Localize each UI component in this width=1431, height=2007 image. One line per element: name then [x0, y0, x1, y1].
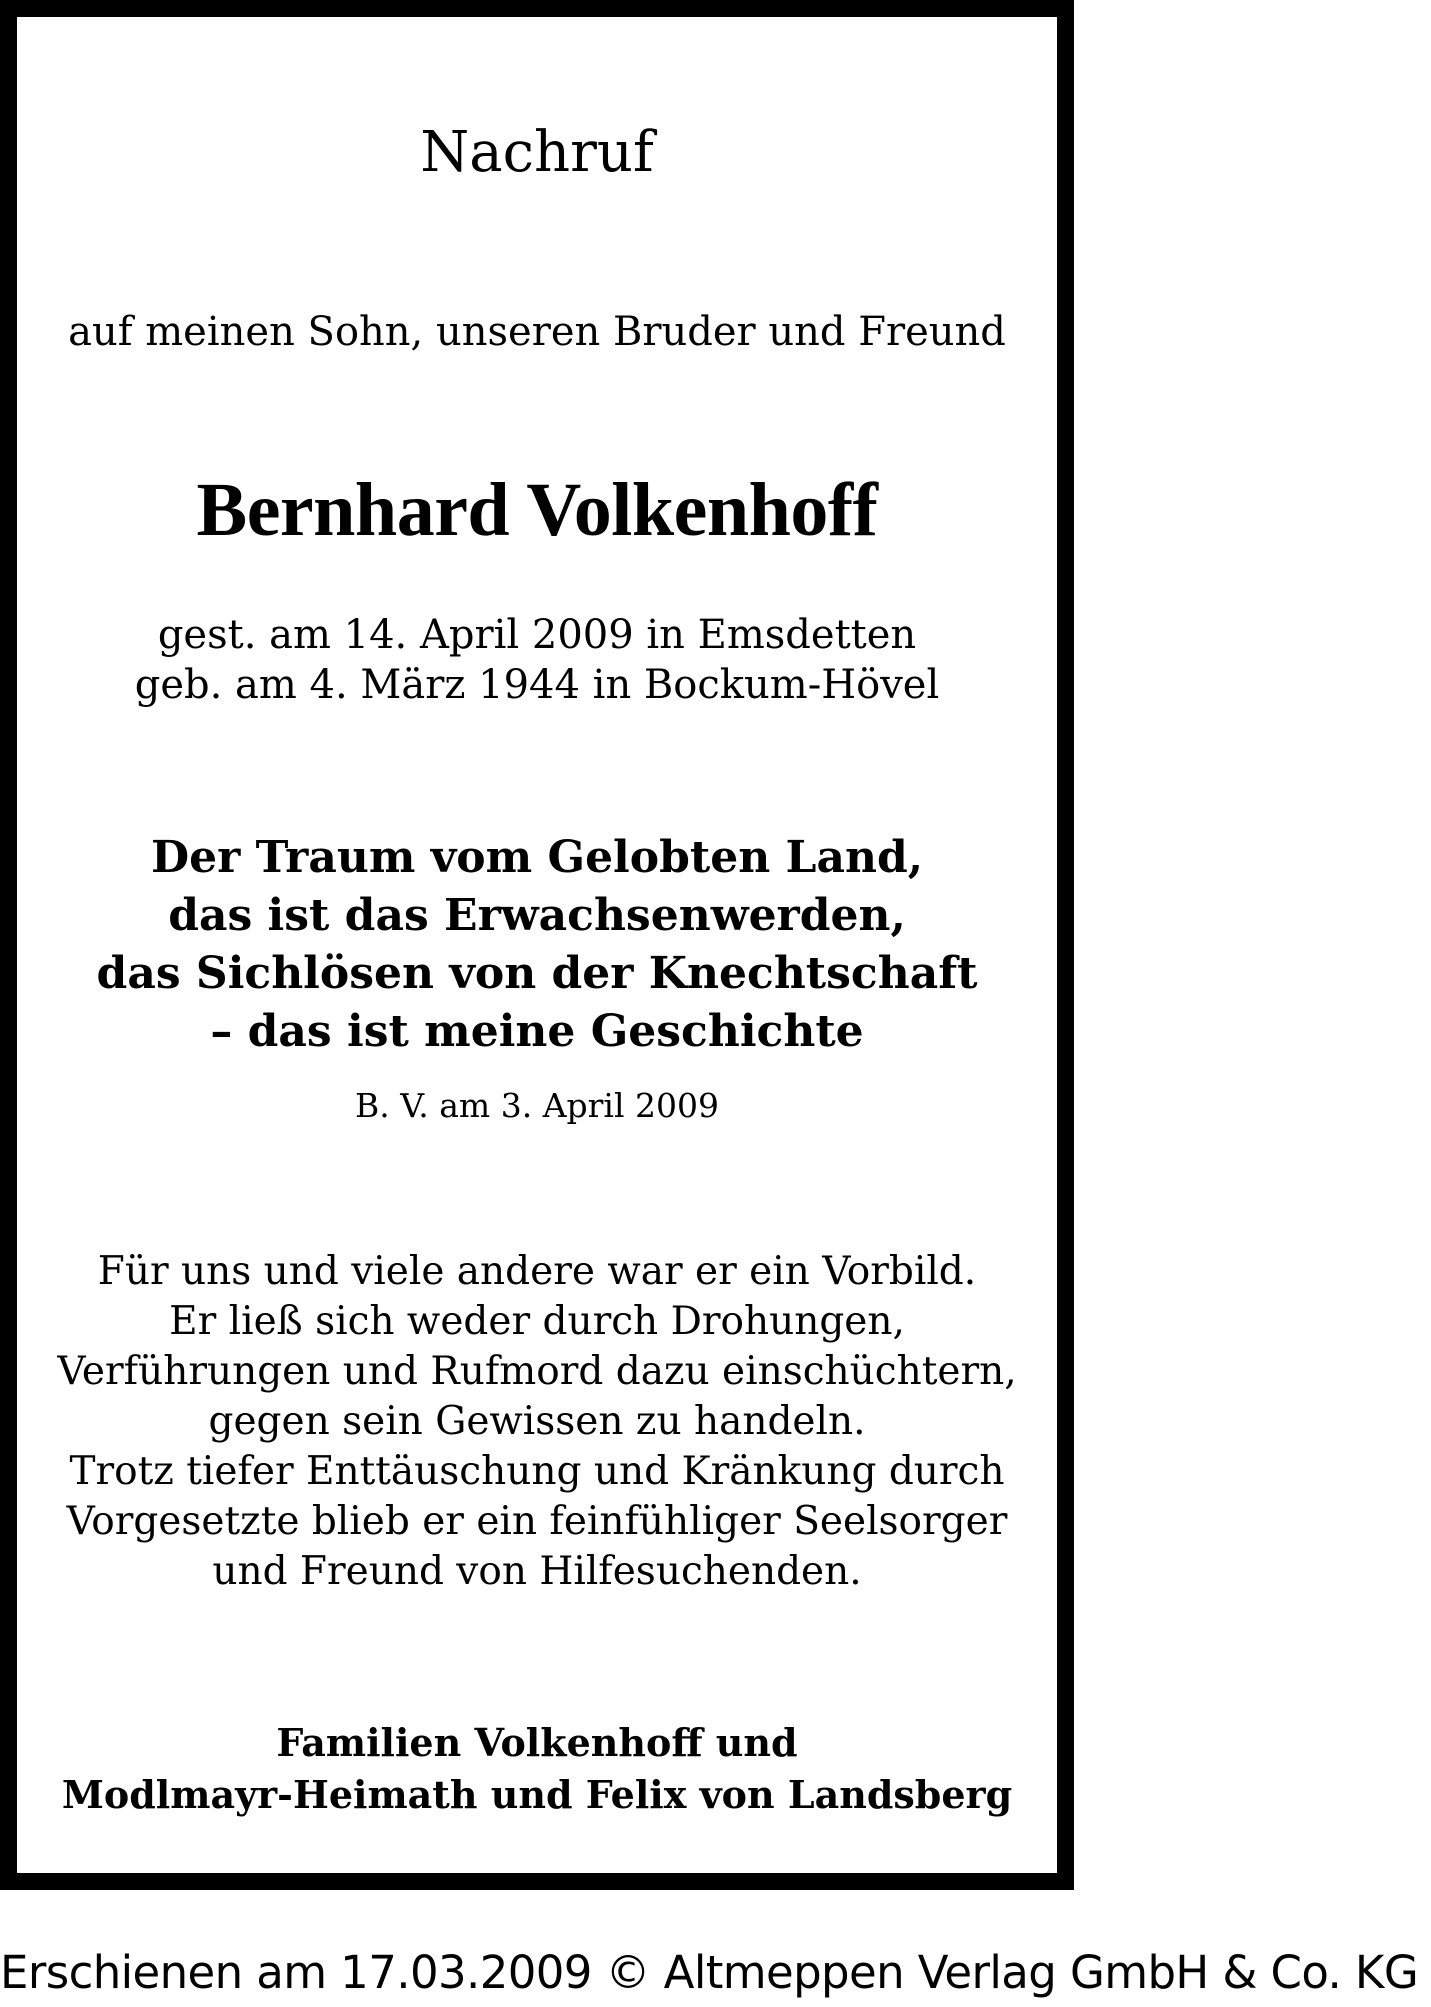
- deceased-name: Bernhard Volkenhoff: [196, 468, 878, 552]
- quote-line: – das ist meine Geschichte: [210, 1006, 864, 1057]
- signature-line: Modlmayr-Heimath und Felix von Landsberg: [61, 1772, 1013, 1817]
- life-dates: [17, 610, 1057, 710]
- tribute-block: [17, 1247, 1057, 1597]
- tribute-line: Trotz tiefer Enttäuschung und Kränkung durch: [69, 1449, 1005, 1494]
- tribute-line: Verführungen und Rufmord dazu einschüchtern,: [57, 1349, 1017, 1394]
- tribute-line: und Freund von Hilfesuchenden.: [212, 1549, 862, 1594]
- quote-line: das Sichlösen von der Knechtschaft: [96, 948, 978, 999]
- quote-line: das ist das Erwachsenwerden,: [168, 890, 906, 941]
- death-date: gest. am 14. April 2009 in Emsdetten: [157, 612, 917, 658]
- quote-line: Der Traum vom Gelobten Land,: [150, 832, 924, 883]
- birth-date: geb. am 4. März 1944 in Bockum-Hövel: [134, 662, 940, 708]
- publication-footer: Erschienen am 17.03.2009 © Altmeppen Verlag GmbH & Co. KG: [0, 1946, 1419, 1999]
- signature-line: Familien Volkenhoff und: [276, 1720, 798, 1765]
- tribute-line: Vorgesetzte blieb er ein feinfühliger Seelsorger: [66, 1499, 1008, 1544]
- quote-block: [17, 829, 1057, 1061]
- notice-title: Nachruf: [420, 120, 654, 185]
- tribute-line: gegen sein Gewissen zu handeln.: [208, 1399, 866, 1444]
- tribute-line: Für uns und viele andere war er ein Vorbild.: [97, 1249, 977, 1294]
- signature-block: [17, 1717, 1057, 1821]
- dedication-line: auf meinen Sohn, unseren Bruder und Freund: [68, 309, 1006, 355]
- quote-attribution: B. V. am 3. April 2009: [354, 1086, 719, 1125]
- tribute-line: Er ließ sich weder durch Drohungen,: [169, 1299, 905, 1344]
